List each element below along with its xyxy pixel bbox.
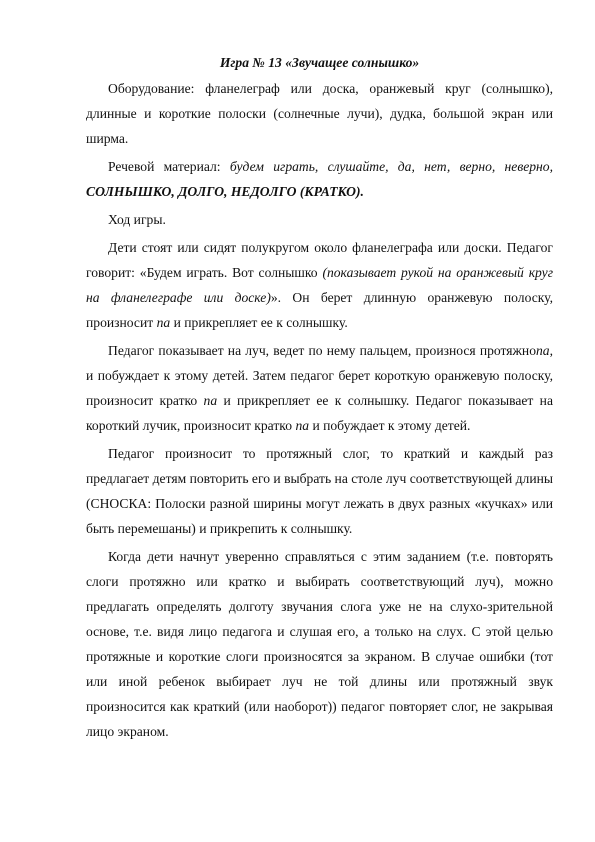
syllable-pa: па — [156, 315, 171, 330]
paragraph-2-text-c: и прикрепляет ее к солнышку. Педагог показывает на короткий лучик, произносит кратко — [86, 393, 553, 433]
game-progress-heading: Ход игры. — [108, 212, 166, 227]
paragraph-2-text-d: и побуждает к этому детей. — [312, 418, 471, 433]
paragraph-2-text-a: Педагог показывает на луч, ведет по нему пальцем, произнося протяжно — [108, 343, 536, 358]
paragraph-1-text-a: Дети стоят или сидят полукругом около фланелеграфа или доски. Педагог говорит: «Будем играть. Вот солнышко — [86, 240, 553, 280]
paragraph-2 — [86, 338, 553, 438]
speech-material-label: Речевой материал: — [108, 159, 221, 174]
document-page — [86, 52, 553, 747]
speech-material-caps: СОЛНЫШКО, ДОЛГО, НЕДОЛГО (КРАТКО). — [86, 184, 364, 199]
game-title: Игра № 13 «Звучащее солнышко» — [219, 55, 420, 70]
equipment-paragraph: Оборудование: фланелеграф или доска, оранжевый круг (солнышко), длинные и короткие полоски (солнечные лучи), дудка, большой экран или ширма. — [86, 81, 553, 146]
syllable-pa: па — [536, 343, 550, 358]
paragraph-2-text-b: , и побуждает к этому детей. Затем педагог берет короткую оранжевую полоску, произносит кратко — [86, 343, 553, 408]
paragraph-1 — [86, 235, 553, 335]
paragraph-1-text-c: ». Он берет длинную оранжевую полоску, произносит — [86, 290, 553, 330]
speech-material-paragraph — [86, 154, 553, 204]
syllable-pa: па — [295, 418, 310, 433]
speech-material-words: будем играть, слушайте, да, нет, верно, неверно, — [229, 159, 553, 174]
paragraph-1-text-d: и прикрепляет ее к солнышку. — [173, 315, 348, 330]
paragraph-3: Педагог произносит то протяжный слог, то краткий и каждый раз предлагает детям повторить его и выбрать на столе луч соответствующей длины (СНОСКА: Полоски разной ширины могут лежать в двух разных «кучках» или быть перемешаны) и прикрепить к солнышку. — [86, 446, 554, 536]
syllable-pa: па — [203, 393, 218, 408]
paragraph-4: Когда дети начнут уверенно справляться с этим заданием (т.е. повторять слоги протяжно или кратко и выбирать соответствующий луч), можно предлагать определять долготу звучания слога уже не на слухо-зрительной основе, т.е. видя лицо педагога и слушая его, а только на слух. С этой целью протяжные и короткие слоги произносятся за экраном. В случае ошибки (тот или иной ребенок выбирает луч не той длины или протяжный звук произносится как краткий (или наоборот)) педагог повторяет слог, не закрывая лицо экраном. — [86, 549, 553, 739]
paragraph-1-remark: (показывает рукой на оранжевый круг на фланелеграфе или доске) — [86, 265, 554, 305]
